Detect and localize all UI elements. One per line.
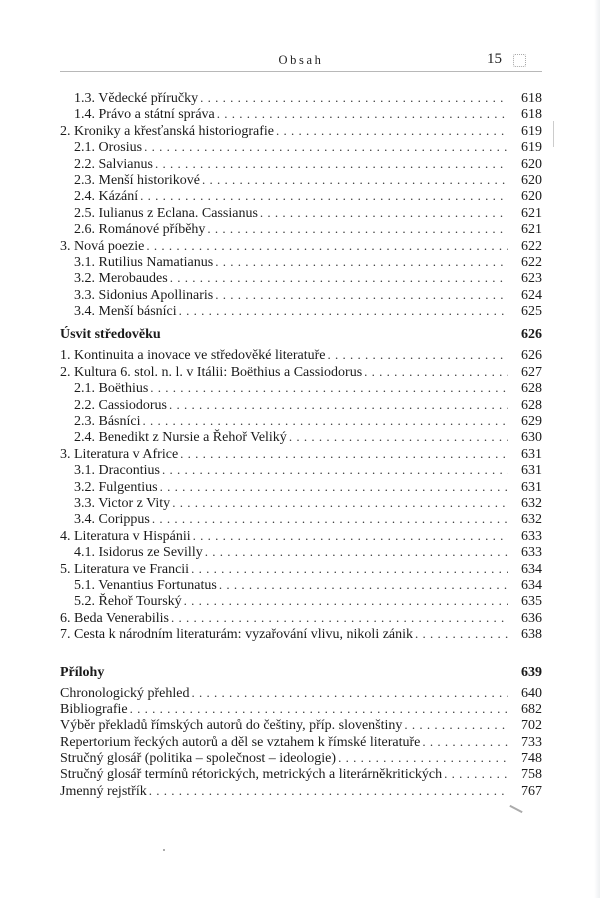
dot-leader xyxy=(202,172,508,188)
dot-leader xyxy=(219,577,508,593)
running-header xyxy=(60,53,542,72)
toc-entry-label: Stručný glosář termínů rétorických, metrických a literárněkritických xyxy=(60,767,443,783)
dot-leader xyxy=(130,701,508,717)
toc-entry[interactable] xyxy=(60,205,542,221)
table-of-contents xyxy=(60,90,542,799)
toc-entry-label: 5. Literatura ve Francii xyxy=(60,561,190,577)
toc-entry[interactable] xyxy=(60,750,542,766)
dot-leader xyxy=(140,188,508,204)
dot-leader xyxy=(338,750,508,766)
toc-entry[interactable] xyxy=(60,462,542,478)
toc-entry[interactable] xyxy=(60,156,542,172)
dot-leader xyxy=(150,380,508,396)
toc-entry-page: 622 xyxy=(521,238,542,254)
toc-entry[interactable] xyxy=(60,593,542,609)
toc-block-usvit xyxy=(60,347,542,642)
toc-entry[interactable] xyxy=(60,717,542,733)
toc-entry-label: 3.4. Corippus xyxy=(74,512,150,528)
dot-leader xyxy=(169,397,508,413)
toc-entry-label: 1.3. Vědecké příručky xyxy=(74,91,199,106)
toc-entry-label: 3.1. Dracontius xyxy=(74,463,160,479)
dot-leader xyxy=(144,139,508,155)
toc-entry-label: 3.1. Rutilius Namatianus xyxy=(74,254,214,270)
dot-leader xyxy=(152,511,508,527)
toc-entry-page: 633 xyxy=(521,528,542,544)
toc-entry-page: 621 xyxy=(521,205,542,221)
toc-entry-label: 2.1. Boëthius xyxy=(74,381,149,397)
toc-entry[interactable] xyxy=(60,364,542,380)
dot-leader xyxy=(404,717,508,733)
dot-leader xyxy=(415,626,508,642)
toc-entry-page: 629 xyxy=(521,414,542,430)
toc-block-prilohy xyxy=(60,685,542,800)
section-heading[interactable] xyxy=(60,325,542,345)
dot-leader xyxy=(444,766,508,782)
toc-entry[interactable] xyxy=(60,446,542,462)
dot-leader xyxy=(364,364,508,380)
toc-entry-page: 733 xyxy=(521,734,542,750)
toc-entry[interactable] xyxy=(60,106,542,122)
toc-entry-page: 636 xyxy=(521,610,542,626)
toc-entry[interactable] xyxy=(60,528,542,544)
toc-entry-label: Stručný glosář (politika – společnost – ideologie) xyxy=(60,751,337,767)
toc-entry-label: 3. Nová poezie xyxy=(60,238,145,254)
scan-artifact xyxy=(509,805,522,813)
toc-entry-page: 627 xyxy=(521,364,542,380)
toc-entry-label: 2.4. Kázání xyxy=(74,189,139,205)
toc-entry-page: 618 xyxy=(521,91,542,106)
dot-leader xyxy=(149,783,508,799)
toc-entry-page: 682 xyxy=(521,701,542,717)
toc-entry[interactable] xyxy=(60,626,542,642)
toc-entry-page: 632 xyxy=(521,495,542,511)
toc-entry-label: 1.4. Právo a státní správa xyxy=(74,107,215,123)
toc-entry-label: Chronologický přehled xyxy=(60,685,190,701)
toc-entry-page: 620 xyxy=(521,172,542,188)
toc-entry-label: 3.2. Fulgentius xyxy=(74,479,158,495)
toc-entry[interactable] xyxy=(60,685,542,701)
toc-entry-label: 2.4. Benedikt z Nursie a Řehoř Veliký xyxy=(74,430,287,446)
toc-entry[interactable] xyxy=(60,172,542,188)
toc-entry[interactable] xyxy=(60,479,542,495)
toc-entry[interactable] xyxy=(60,561,542,577)
toc-entry-page: 635 xyxy=(521,594,542,610)
toc-entry-page: 758 xyxy=(521,767,542,783)
toc-entry[interactable] xyxy=(60,413,542,429)
toc-entry-label: 2.5. Iulianus z Eclana. Cassianus xyxy=(74,205,258,221)
toc-entry[interactable] xyxy=(60,511,542,527)
toc-entry-page: 634 xyxy=(521,561,542,577)
toc-entry-label: 4.1. Isidorus ze Sevilly xyxy=(74,545,203,561)
toc-entry[interactable] xyxy=(60,238,542,254)
section-heading-title: Přílohy xyxy=(60,664,105,680)
toc-entry-page: 632 xyxy=(521,512,542,528)
toc-entry-page: 620 xyxy=(521,156,542,172)
toc-entry-page: 633 xyxy=(521,545,542,561)
dot-leader xyxy=(276,123,508,139)
section-heading[interactable] xyxy=(60,663,542,683)
toc-entry[interactable] xyxy=(60,347,542,363)
toc-entry-page: 619 xyxy=(521,140,542,156)
dot-leader xyxy=(170,270,508,286)
toc-entry-label: 2. Kultura 6. stol. n. l. v Itálii: Boëthius a Cassiodorus xyxy=(60,364,363,380)
toc-entry[interactable] xyxy=(60,270,542,286)
dot-leader xyxy=(191,685,508,701)
dot-leader xyxy=(200,90,508,106)
toc-entry-page: 625 xyxy=(521,304,542,320)
page-edge-shadow xyxy=(594,0,600,898)
toc-entry-page: 631 xyxy=(521,463,542,479)
toc-entry-page: 628 xyxy=(521,381,542,397)
dot-leader xyxy=(162,462,508,478)
corner-mark-icon xyxy=(513,54,526,67)
page-number: 15 xyxy=(487,51,502,67)
toc-entry-label: 2.6. Románové příběhy xyxy=(74,222,206,238)
toc-entry-page: 620 xyxy=(521,189,542,205)
toc-entry[interactable] xyxy=(60,544,542,560)
toc-entry[interactable] xyxy=(60,701,542,717)
toc-entry-label: 3.3. Victor z Vity xyxy=(74,495,171,511)
dot-leader xyxy=(155,156,508,172)
toc-entry[interactable] xyxy=(60,221,542,237)
toc-entry[interactable] xyxy=(60,766,542,782)
dot-leader xyxy=(160,479,508,495)
toc-entry-label: 3.3. Sidonius Apollinaris xyxy=(74,287,214,303)
dot-leader xyxy=(422,734,508,750)
toc-entry[interactable] xyxy=(60,577,542,593)
running-title: Obsah xyxy=(278,53,324,67)
dot-leader xyxy=(143,413,509,429)
toc-entry-page: 634 xyxy=(521,577,542,593)
toc-entry[interactable] xyxy=(60,495,542,511)
toc-entry-page: 628 xyxy=(521,397,542,413)
toc-entry-label: 6. Beda Venerabilis xyxy=(60,610,169,626)
dot-leader xyxy=(289,429,508,445)
toc-entry-page: 626 xyxy=(521,348,542,364)
toc-entry-label: Bibliografie xyxy=(60,701,128,717)
toc-entry-label: 2.3. Menší historikové xyxy=(74,172,200,188)
dot-leader xyxy=(180,446,508,462)
dot-leader xyxy=(191,561,508,577)
dot-leader xyxy=(215,287,508,303)
toc-entry-label: 5.1. Venantius Fortunatus xyxy=(74,577,217,593)
toc-entry-page: 702 xyxy=(521,718,542,734)
toc-entry-label: 2.3. Básníci xyxy=(74,414,141,430)
toc-block-continued xyxy=(60,90,542,319)
toc-entry-label: 7. Cesta k národním literaturám: vyzařování vlivu, nikoli zánik xyxy=(60,627,414,643)
toc-entry[interactable] xyxy=(60,734,542,750)
toc-entry-label: 2.2. Cassiodorus xyxy=(74,397,167,413)
toc-entry-page: 767 xyxy=(521,783,542,799)
toc-entry[interactable] xyxy=(60,90,542,106)
toc-entry-label: Výběr překladů římských autorů do češtiny, příp. slovenštiny xyxy=(60,718,403,734)
toc-entry-page: 622 xyxy=(521,254,542,270)
toc-entry-label: 4. Literatura v Hispánii xyxy=(60,528,191,544)
toc-entry-page: 631 xyxy=(521,446,542,462)
toc-entry-label: 2. Kroniky a křesťanská historiografie xyxy=(60,123,274,139)
dot-leader xyxy=(179,303,508,319)
toc-entry[interactable] xyxy=(60,610,542,626)
toc-entry-page: 631 xyxy=(521,479,542,495)
toc-entry[interactable] xyxy=(60,188,542,204)
dot-leader xyxy=(172,495,508,511)
toc-entry-page: 638 xyxy=(521,627,542,643)
dot-leader xyxy=(215,254,508,270)
toc-entry-label: 3.2. Merobaudes xyxy=(74,271,168,287)
toc-entry-page: 619 xyxy=(521,123,542,139)
dot-leader xyxy=(217,106,508,122)
toc-entry[interactable] xyxy=(60,123,542,139)
toc-entry[interactable] xyxy=(60,139,542,155)
dot-leader xyxy=(171,610,508,626)
scan-artifact xyxy=(163,849,165,851)
toc-entry-label: 1. Kontinuita a inovace ve středověké literatuře xyxy=(60,348,326,364)
toc-entry-page: 623 xyxy=(521,271,542,287)
margin-bracket-mark xyxy=(553,121,554,147)
toc-entry[interactable] xyxy=(60,380,542,396)
toc-entry[interactable] xyxy=(60,303,542,319)
toc-entry-page: 640 xyxy=(521,685,542,701)
toc-entry-page: 748 xyxy=(521,751,542,767)
toc-entry-page: 630 xyxy=(521,430,542,446)
dot-leader xyxy=(184,593,508,609)
section-heading-page: 626 xyxy=(521,327,542,343)
toc-entry-label: 2.1. Orosius xyxy=(74,140,143,156)
toc-entry[interactable] xyxy=(60,254,542,270)
toc-entry-page: 621 xyxy=(521,222,542,238)
dot-leader xyxy=(146,238,508,254)
toc-entry-label: 3. Literatura v Africe xyxy=(60,446,179,462)
toc-entry-label: 2.2. Salvianus xyxy=(74,156,153,172)
toc-entry-label: 5.2. Řehoř Tourský xyxy=(74,594,182,610)
toc-entry[interactable] xyxy=(60,397,542,413)
toc-entry-label: 3.4. Menší básníci xyxy=(74,304,177,320)
toc-entry-page: 618 xyxy=(521,107,542,123)
toc-entry[interactable] xyxy=(60,287,542,303)
toc-entry-label: Repertorium řeckých autorů a děl se vztahem k římské literatuře xyxy=(60,734,421,750)
toc-entry[interactable] xyxy=(60,783,542,799)
dot-leader xyxy=(328,347,508,363)
dot-leader xyxy=(205,544,508,560)
toc-entry-page: 624 xyxy=(521,287,542,303)
section-heading-page: 639 xyxy=(521,664,542,680)
dot-leader xyxy=(207,221,508,237)
section-heading-title: Úsvit středověku xyxy=(60,327,161,343)
dot-leader xyxy=(193,528,508,544)
toc-entry[interactable] xyxy=(60,429,542,445)
dot-leader xyxy=(260,205,508,221)
toc-entry-label: Jmenný rejstřík xyxy=(60,783,147,799)
